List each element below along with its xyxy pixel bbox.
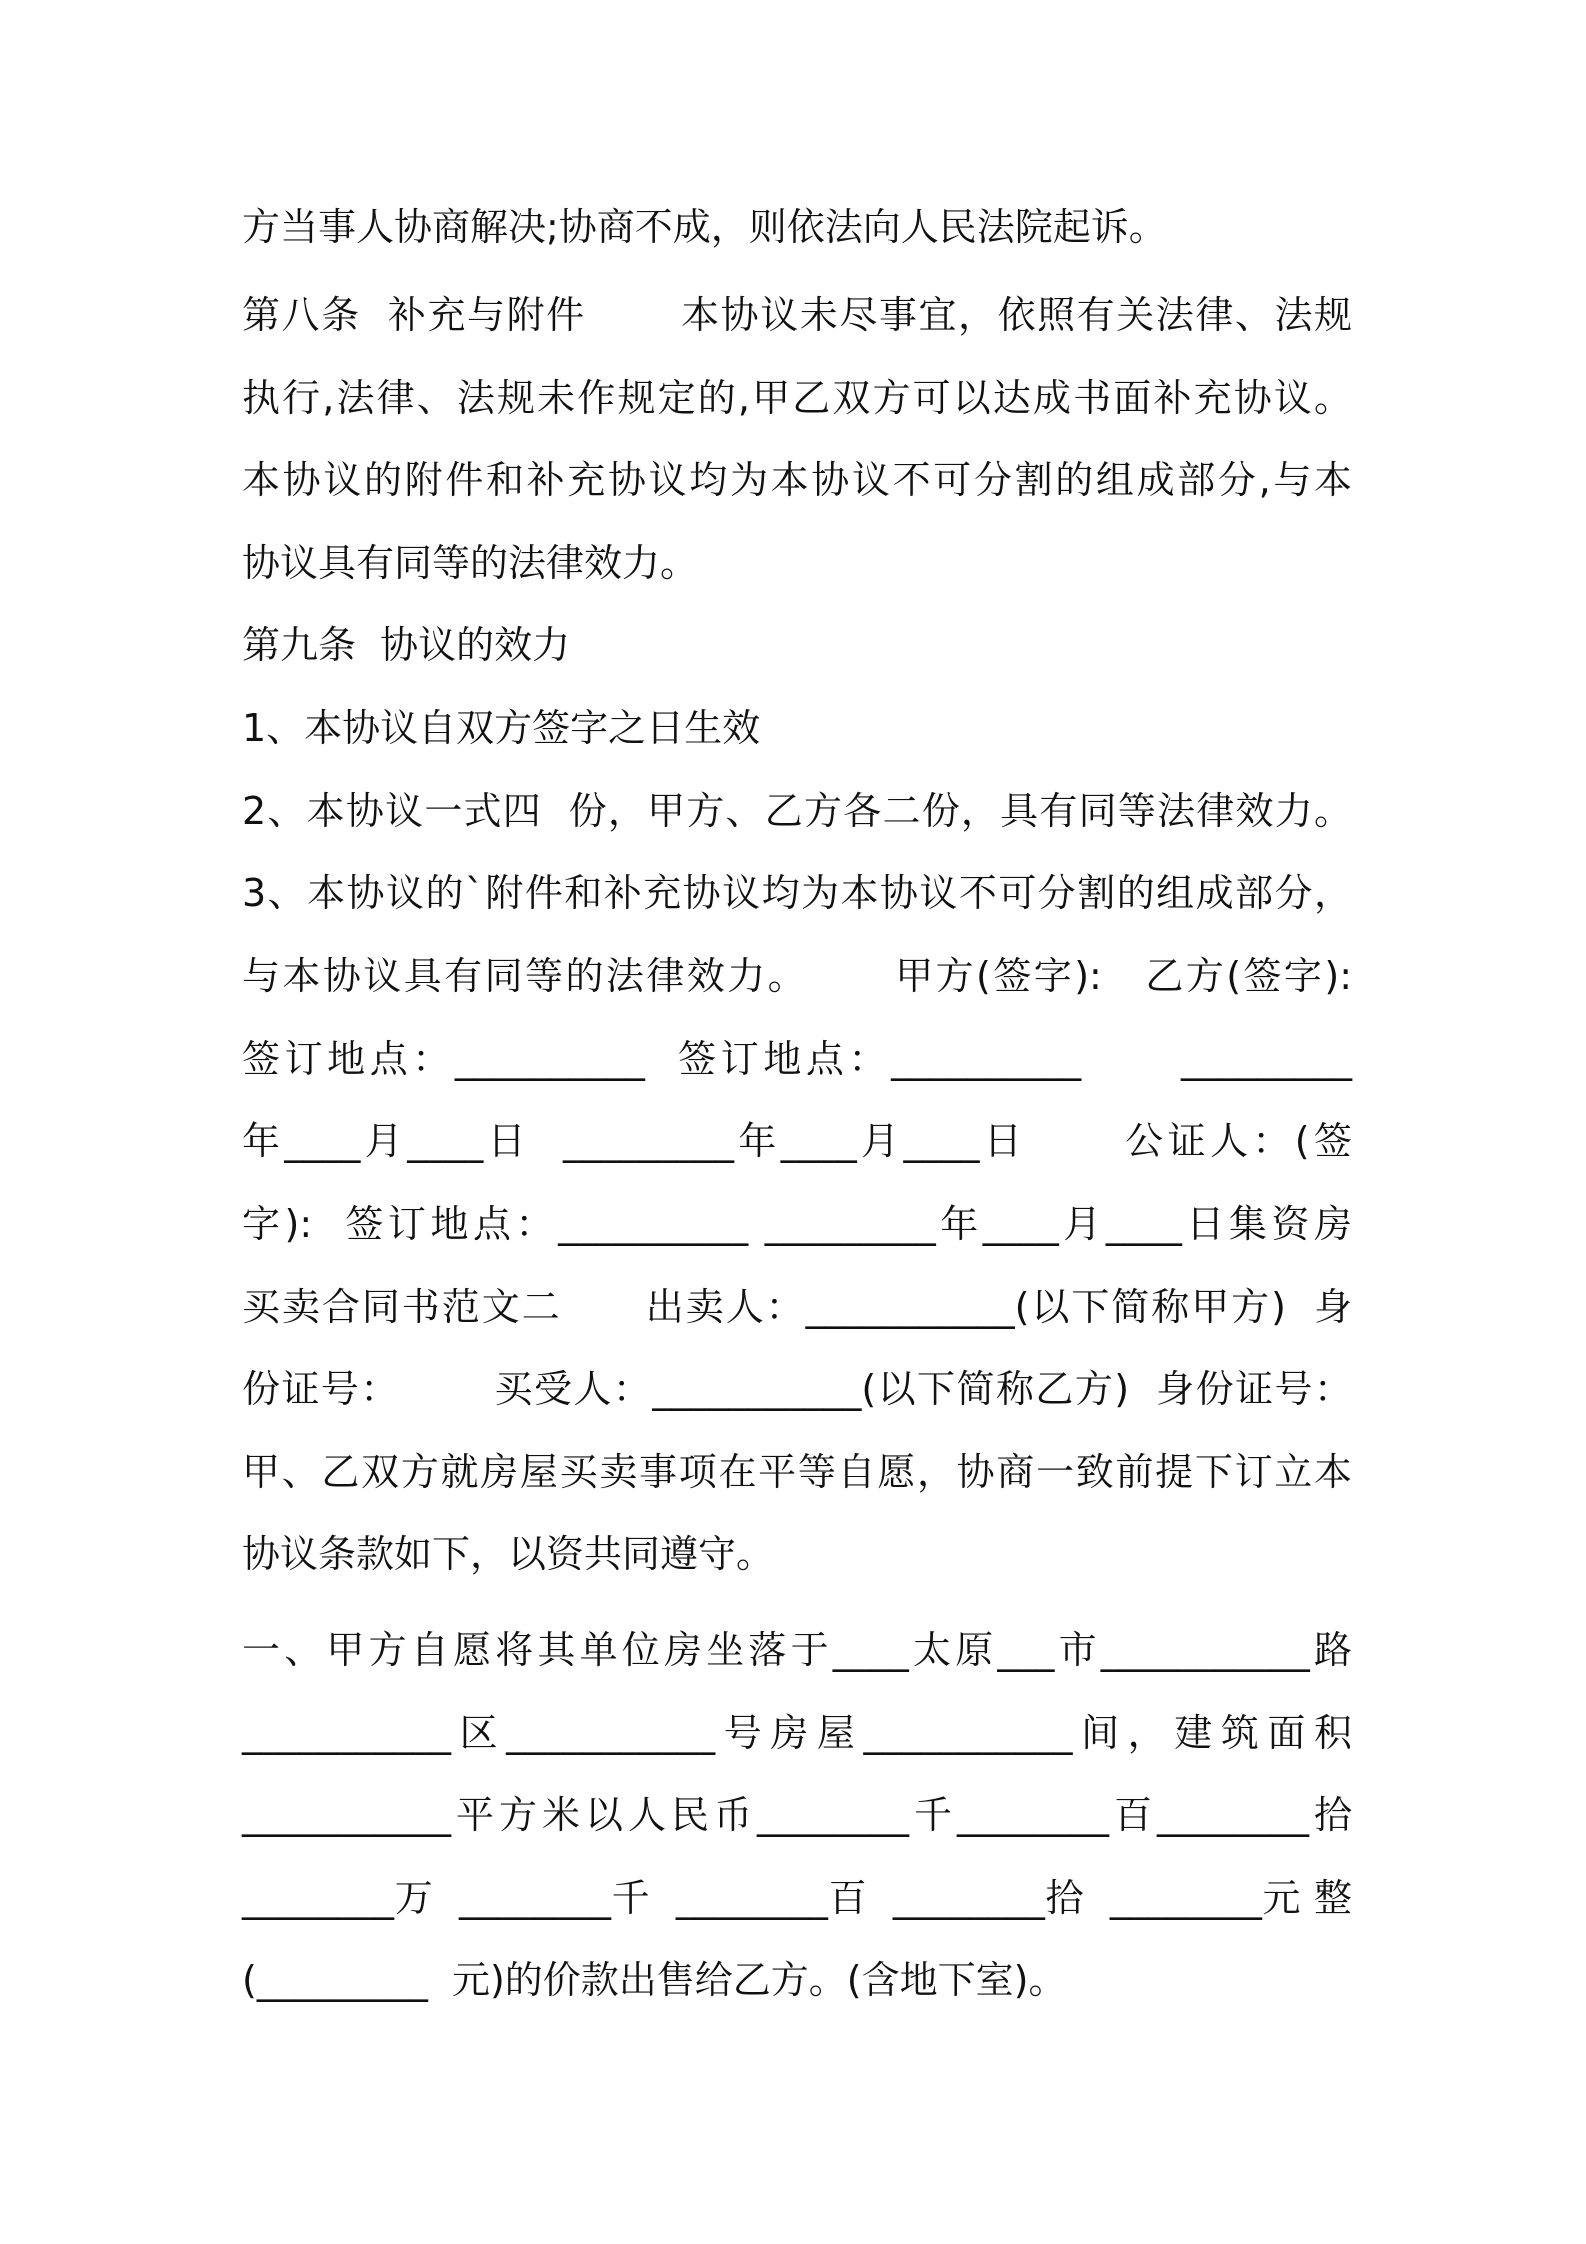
buyer-line: 份证号： 买受人：___________(以下简称乙方) 身份证号： (242, 1367, 1352, 1411)
article-9-heading: 第九条 协议的效力 (242, 623, 571, 667)
text-line-3: 执行,法律、法规未作规定的,甲乙双方可以达成书面补充协议。 (242, 376, 1352, 420)
signing-place-line: 签订地点：__________ 签订地点：__________ _________ (242, 1037, 1352, 1081)
seller-line: 买卖合同书范文二 出卖人：___________(以下简称甲方) 身 (242, 1285, 1352, 1329)
section-1-line-2: ___________区___________号房屋___________间，建筑面积 (242, 1711, 1352, 1755)
section-1-line-1: 一、甲方自愿将其单位房坐落于____太原___市___________路 (242, 1628, 1352, 1672)
clause-3: 3、本协议的`附件和补充协议均为本协议不可分割的组成部分， (242, 871, 1352, 915)
text-line-4: 本协议的附件和补充协议均为本协议不可分割的组成部分,与本 (242, 458, 1352, 502)
article-8-heading-line: 第八条 补充与附件 本协议未尽事宜，依照有关法律、法规 (242, 293, 1352, 337)
section-1-line-4: ________万 ________千 ________百 ________拾 ________元 整 (242, 1876, 1352, 1920)
clause-1: 1、本协议自双方签字之日生效 (242, 706, 761, 750)
signature-line: 与本协议具有同等的法律效力。 甲方(签字): 乙方(签字): (242, 954, 1352, 998)
notary-signing-line: 字): 签订地点：__________ _________年____月____日集资房 (242, 1202, 1352, 1246)
date-notary-line: 年____月____日 _________年____月____日 公证人：(签 (242, 1119, 1352, 1163)
text-line-5: 协议具有同等的法律效力。 (242, 541, 699, 585)
text-line-17: 协议条款如下，以资共同遵守。 (242, 1532, 775, 1576)
section-1-line-3: ___________平方米以人民币________千________百________拾 (242, 1793, 1352, 1837)
text-line-1: 方当事人协商解决;协商不成，则依法向人民法院起诉。 (242, 205, 1167, 249)
section-1-line-5: (_________ 元)的价款出售给乙方。(含地下室)。 (242, 1958, 1067, 2002)
text-line-16: 甲、乙双方就房屋买卖事项在平等自愿，协商一致前提下订立本 (242, 1450, 1352, 1494)
clause-2: 2、本协议一式四 份，甲方、乙方各二份，具有同等法律效力。 (242, 789, 1352, 833)
